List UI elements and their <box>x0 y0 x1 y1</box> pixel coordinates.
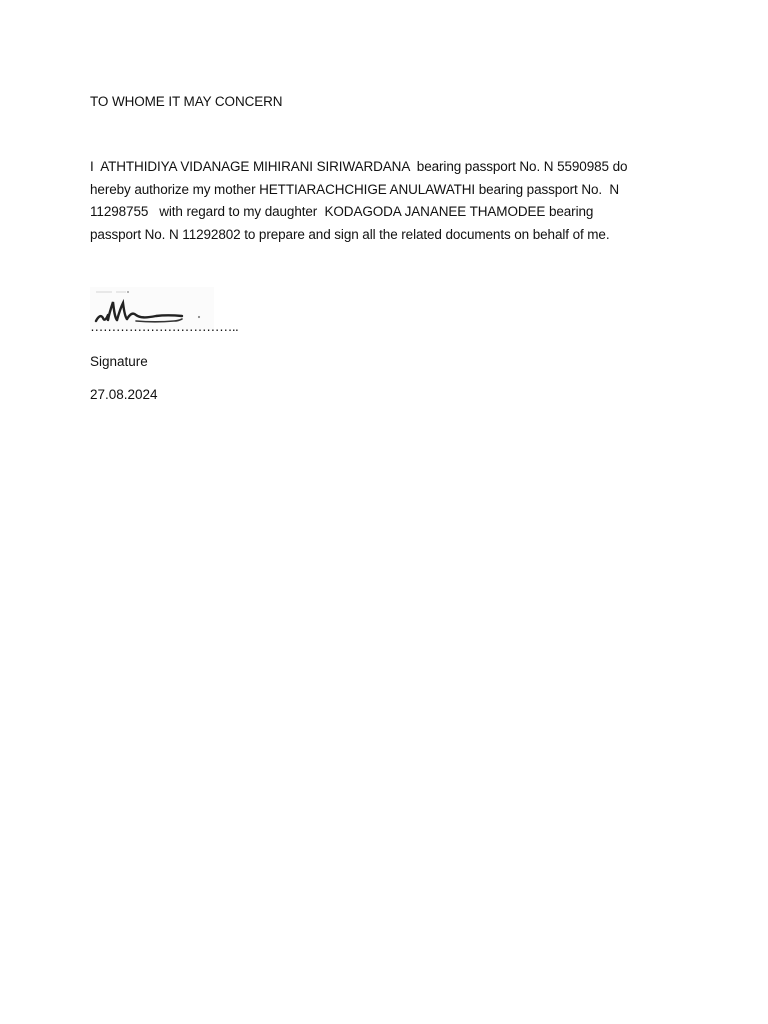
paragraph-line: passport No. N 11292802 to prepare and sign all the related documents on behalf of me. <box>90 226 610 242</box>
letter-date: 27.08.2024 <box>90 387 158 402</box>
authorization-paragraph <box>90 156 690 246</box>
salutation: TO WHOME IT MAY CONCERN <box>90 94 283 109</box>
signature-label: Signature <box>90 354 148 369</box>
signature-line: …………………………….. <box>90 319 239 334</box>
paragraph-line: 11298755 with regard to my daughter KODAGODA JANANEE THAMODEE bearing <box>90 204 594 219</box>
paragraph-line: hereby authorize my mother HETTIARACHCHIGE ANULAWATHI bearing passport No. N <box>90 181 619 197</box>
paragraph-line: I ATHTHIDIYA VIDANAGE MIHIRANI SIRIWARDANA bearing passport No. N 5590985 do <box>90 159 628 174</box>
